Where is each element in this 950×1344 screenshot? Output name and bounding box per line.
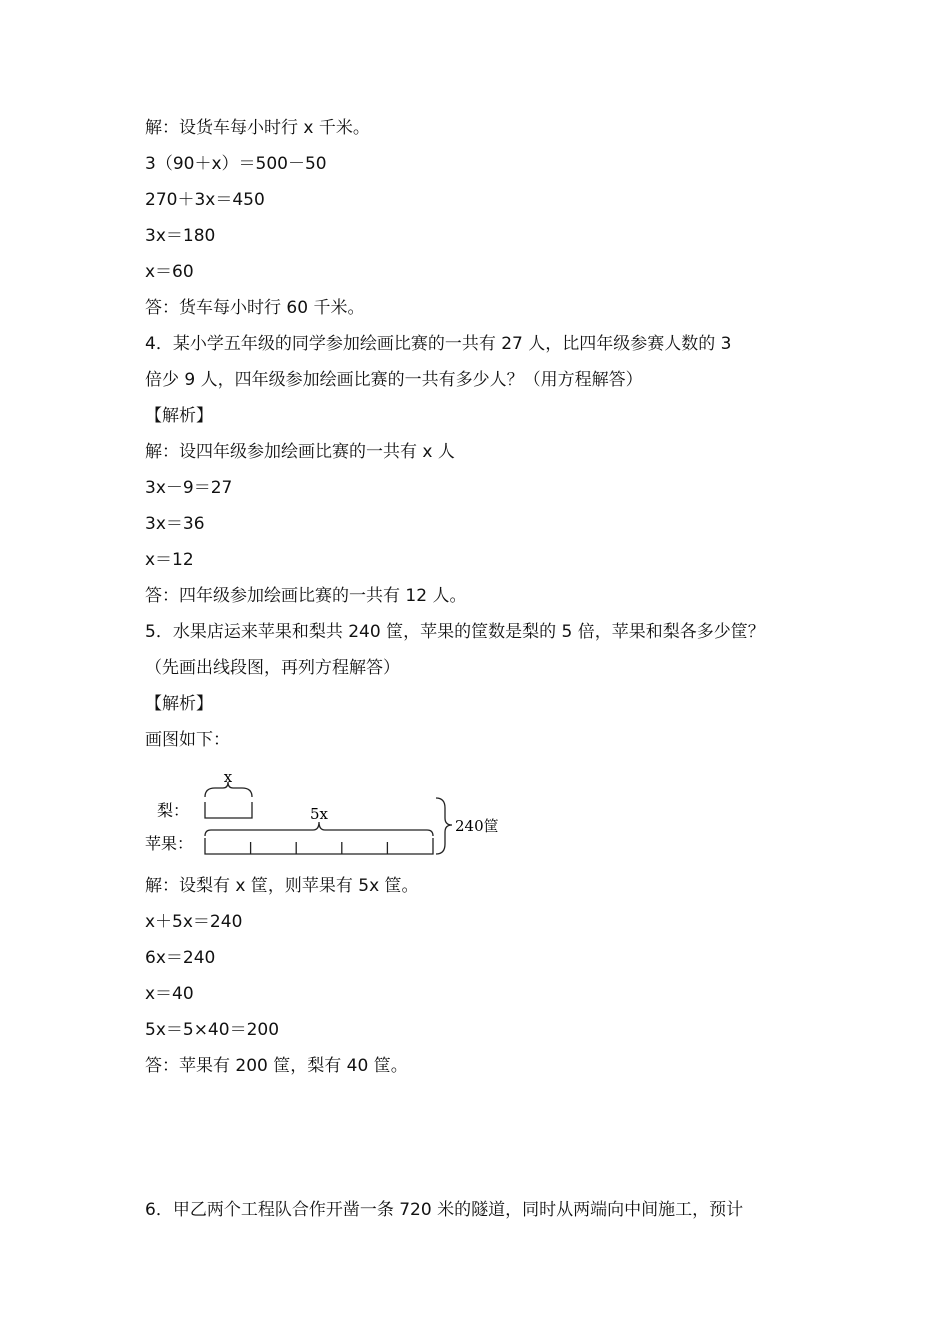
apple-segment-ticks [251,842,388,854]
text-line: 5x＝5×40＝200 [145,1020,280,1040]
text-line: 答：苹果有 200 筐，梨有 40 筐。 [145,1056,408,1076]
question-5-line-2: （先画出线段图，再列方程解答） [145,658,400,678]
text-line: 3（90＋x）＝500－50 [145,154,327,174]
text-line: 3x＝180 [145,226,216,246]
text-line: x＝60 [145,262,194,282]
question-4-line-2: 倍少 9 人，四年级参加绘画比赛的一共有多少人？（用方程解答） [145,370,643,390]
analysis-heading: 【解析】 [145,694,213,714]
text-line: 3x＝36 [145,514,205,534]
total-brace [436,798,452,854]
text-line: 解：设梨有 x 筐，则苹果有 5x 筐。 [145,876,419,896]
text-line: 画图如下： [145,730,230,750]
total-label: 240筐 [455,817,499,835]
apple-segment [205,838,433,854]
question-5-line-1: 5．水果店运来苹果和梨共 240 筐，苹果的筐数是梨的 5 倍，苹果和梨各多少筐？ [145,622,765,642]
text-line: 解：设四年级参加绘画比赛的一共有 x 人 [145,442,455,462]
question-6-line-1: 6．甲乙两个工程队合作开凿一条 720 米的隧道，同时从两端向中间施工，预计 [145,1200,744,1220]
x-label: x [223,768,233,786]
pear-label: 梨： [157,801,190,820]
analysis-heading: 【解析】 [145,406,213,426]
apple-label: 苹果： [145,834,194,853]
x-brace [205,782,252,797]
fivex-brace [205,822,433,836]
pear-segment [205,802,252,818]
text-line: 答：货车每小时行 60 千米。 [145,298,365,318]
fivex-label: 5x [309,805,329,823]
text-line: 270＋3x＝450 [145,190,265,210]
text-line: 答：四年级参加绘画比赛的一共有 12 人。 [145,586,467,606]
line-segment-diagram [145,762,525,866]
text-line: x＝40 [145,984,194,1004]
text-line: 6x＝240 [145,948,216,968]
text-line: 3x－9＝27 [145,478,233,498]
text-line: x＋5x＝240 [145,912,243,932]
text-line: x＝12 [145,550,194,570]
text-line: 解：设货车每小时行 x 千米。 [145,118,370,138]
question-4-line-1: 4．某小学五年级的同学参加绘画比赛的一共有 27 人，比四年级参赛人数的 3 [145,334,732,354]
